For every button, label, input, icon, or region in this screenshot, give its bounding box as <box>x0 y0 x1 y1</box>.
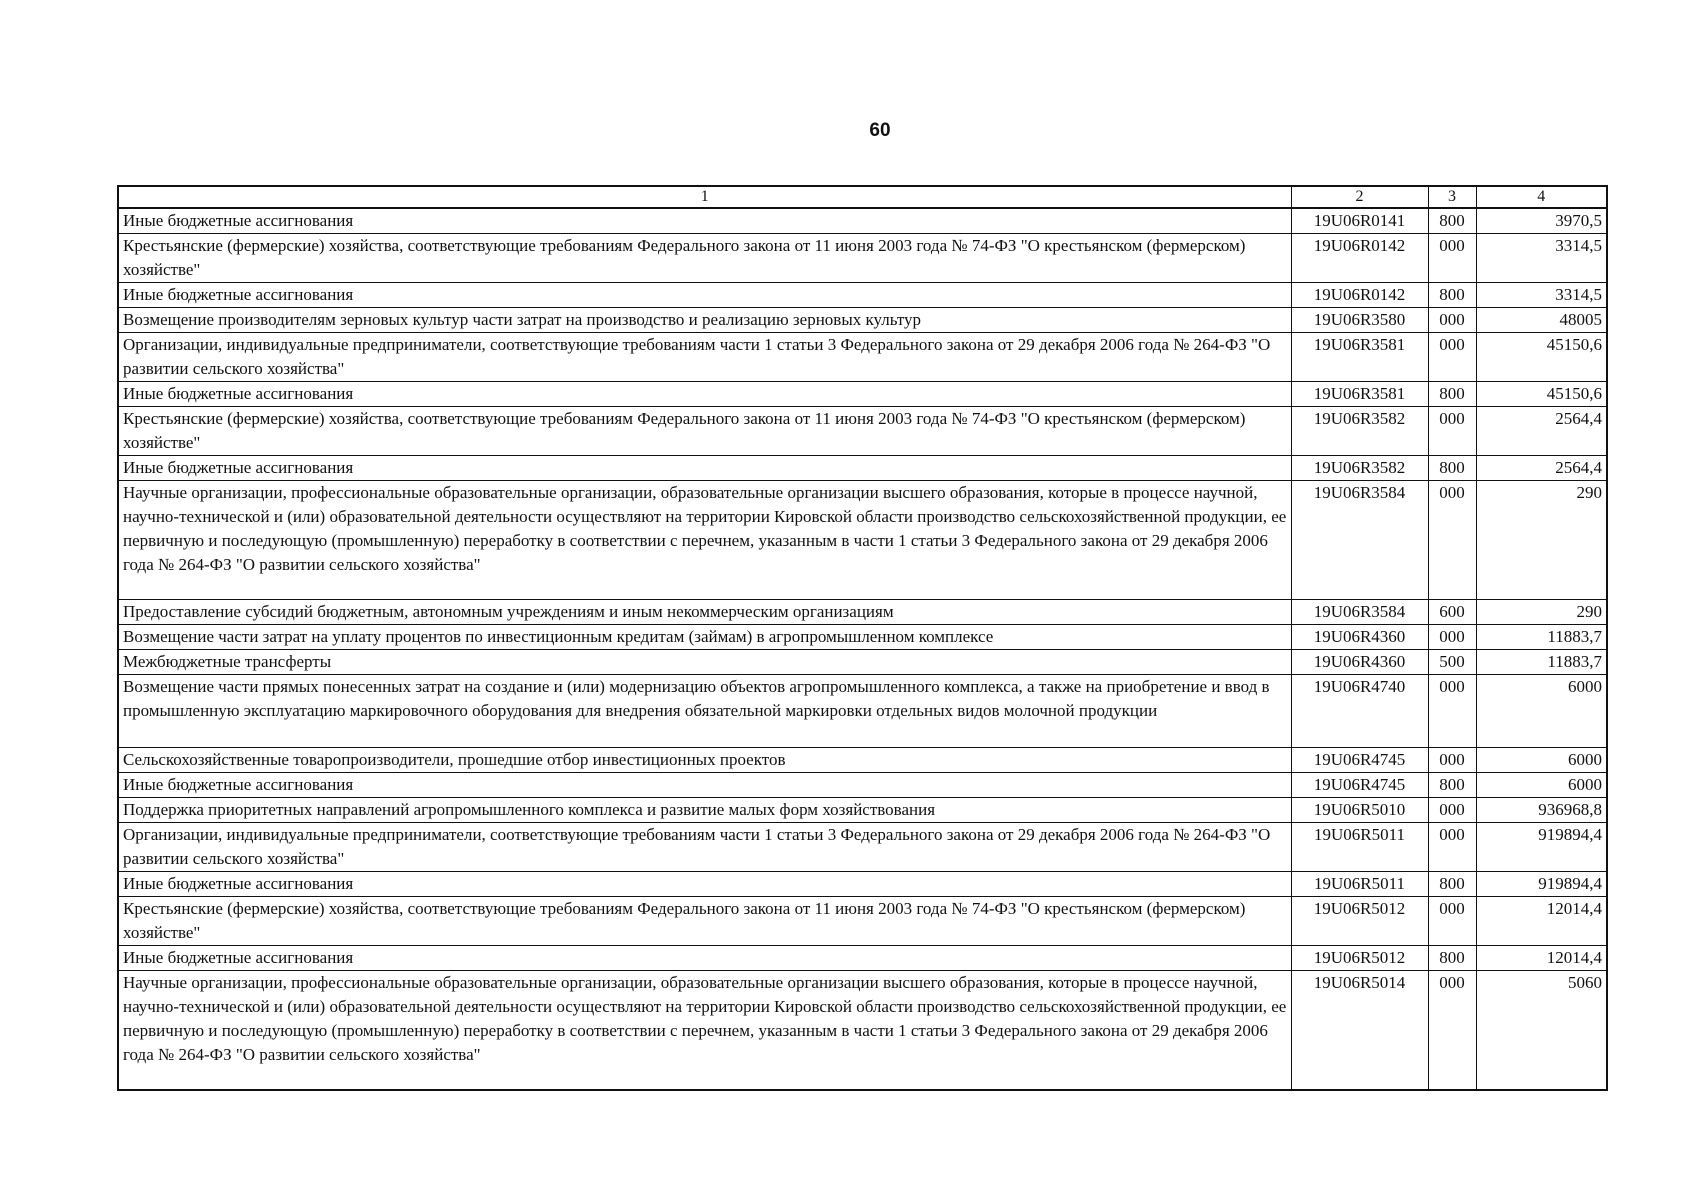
row-name-cell: Крестьянские (фермерские) хозяйства, соответствующие требованиям Федерального закона от 11 июня 2003 года № 74-ФЗ "О крестьянском (фермерском) хозяйстве" <box>118 234 1291 283</box>
row-name-cell: Организации, индивидуальные предприниматели, соответствующие требованиям части 1 статьи 3 Федерального закона от 29 декабря 2006 года № 264-ФЗ "О развитии сельского хозяйства" <box>118 823 1291 872</box>
table-row <box>118 650 1607 675</box>
row-amount-cell: 3314,5 <box>1476 234 1607 283</box>
row-code-cell: 19U06R5012 <box>1291 946 1428 971</box>
table-row <box>118 407 1607 456</box>
row-name-cell: Сельскохозяйственные товаропроизводители, прошедшие отбор инвестиционных проектов <box>118 748 1291 773</box>
row-amount-cell: 11883,7 <box>1476 650 1607 675</box>
row-type-cell: 000 <box>1428 748 1476 773</box>
row-name-cell: Возмещение части затрат на уплату процентов по инвестиционным кредитам (займам) в агропромышленном комплексе <box>118 625 1291 650</box>
row-amount-cell: 936968,8 <box>1476 798 1607 823</box>
row-code-cell: 19U06R4740 <box>1291 675 1428 748</box>
row-amount-cell: 6000 <box>1476 773 1607 798</box>
row-type-cell: 800 <box>1428 283 1476 308</box>
row-name-cell: Иные бюджетные ассигнования <box>118 946 1291 971</box>
row-amount-cell: 919894,4 <box>1476 872 1607 897</box>
row-amount-cell: 290 <box>1476 600 1607 625</box>
row-type-cell: 800 <box>1428 773 1476 798</box>
row-type-cell: 000 <box>1428 234 1476 283</box>
page-number: 60 <box>869 120 891 141</box>
table-row <box>118 481 1607 600</box>
row-code-cell: 19U06R5011 <box>1291 823 1428 872</box>
row-code-cell: 19U06R4745 <box>1291 748 1428 773</box>
column-header-amount: 4 <box>1476 186 1607 208</box>
row-name-cell: Крестьянские (фермерские) хозяйства, соответствующие требованиям Федерального закона от 11 июня 2003 года № 74-ФЗ "О крестьянском (фермерском) хозяйстве" <box>118 897 1291 946</box>
row-type-cell: 000 <box>1428 798 1476 823</box>
row-type-cell: 600 <box>1428 600 1476 625</box>
row-type-cell: 000 <box>1428 481 1476 600</box>
row-amount-cell: 3970,5 <box>1476 208 1607 234</box>
table-row <box>118 333 1607 382</box>
table-row <box>118 798 1607 823</box>
row-type-cell: 000 <box>1428 675 1476 748</box>
row-type-cell: 000 <box>1428 407 1476 456</box>
table-row <box>118 675 1607 748</box>
row-amount-cell: 11883,7 <box>1476 625 1607 650</box>
row-name-cell: Иные бюджетные ассигнования <box>118 872 1291 897</box>
row-amount-cell: 45150,6 <box>1476 382 1607 407</box>
row-code-cell: 19U06R0141 <box>1291 208 1428 234</box>
table-row <box>118 283 1607 308</box>
row-type-cell: 000 <box>1428 308 1476 333</box>
row-amount-cell: 3314,5 <box>1476 283 1607 308</box>
row-amount-cell: 5060 <box>1476 971 1607 1091</box>
row-name-cell: Иные бюджетные ассигнования <box>118 283 1291 308</box>
row-type-cell: 800 <box>1428 946 1476 971</box>
row-name-cell: Научные организации, профессиональные образовательные организации, образовательные организации высшего образования, которые в процессе научной, научно-технической и (или) образовательной деятельности осуществляют на территории Кировской области производство сельскохозяйственной продукции, ее первичную и последующую (промышленную) переработку в соответствии с перечнем, указанным в части 1 статьи 3 Федерального закона от 29 декабря 2006 года № 264-ФЗ "О развитии сельского хозяйства" <box>118 971 1291 1091</box>
row-code-cell: 19U06R3580 <box>1291 308 1428 333</box>
row-type-cell: 800 <box>1428 382 1476 407</box>
row-amount-cell: 290 <box>1476 481 1607 600</box>
row-amount-cell: 48005 <box>1476 308 1607 333</box>
table-row <box>118 382 1607 407</box>
row-name-cell: Научные организации, профессиональные образовательные организации, образовательные организации высшего образования, которые в процессе научной, научно-технической и (или) образовательной деятельности осуществляют на территории Кировской области производство сельскохозяйственной продукции, ее первичную и последующую (промышленную) переработку в соответствии с перечнем, указанным в части 1 статьи 3 Федерального закона от 29 декабря 2006 года № 264-ФЗ "О развитии сельского хозяйства" <box>118 481 1291 600</box>
row-name-cell: Возмещение производителям зерновых культур части затрат на производство и реализацию зерновых культур <box>118 308 1291 333</box>
table-row <box>118 773 1607 798</box>
table-row <box>118 823 1607 872</box>
row-type-cell: 800 <box>1428 208 1476 234</box>
row-code-cell: 19U06R5010 <box>1291 798 1428 823</box>
row-amount-cell: 2564,4 <box>1476 456 1607 481</box>
row-type-cell: 800 <box>1428 872 1476 897</box>
row-type-cell: 500 <box>1428 650 1476 675</box>
row-name-cell: Организации, индивидуальные предприниматели, соответствующие требованиям части 1 статьи 3 Федерального закона от 29 декабря 2006 года № 264-ФЗ "О развитии сельского хозяйства" <box>118 333 1291 382</box>
table-row <box>118 971 1607 1091</box>
table-row <box>118 208 1607 234</box>
column-header-code: 2 <box>1291 186 1428 208</box>
table-body <box>118 208 1607 1090</box>
row-amount-cell: 12014,4 <box>1476 946 1607 971</box>
row-name-cell: Иные бюджетные ассигнования <box>118 773 1291 798</box>
row-type-cell: 000 <box>1428 823 1476 872</box>
row-type-cell: 000 <box>1428 333 1476 382</box>
row-name-cell: Возмещение части прямых понесенных затрат на создание и (или) модернизацию объектов агропромышленного комплекса, а также на приобретение и ввод в промышленную эксплуатацию маркировочного оборудования для внедрения обязательной маркировки отдельных видов молочной продукции <box>118 675 1291 748</box>
row-amount-cell: 45150,6 <box>1476 333 1607 382</box>
row-amount-cell: 2564,4 <box>1476 407 1607 456</box>
table-row <box>118 600 1607 625</box>
row-code-cell: 19U06R4745 <box>1291 773 1428 798</box>
row-type-cell: 000 <box>1428 971 1476 1091</box>
column-header-type: 3 <box>1428 186 1476 208</box>
row-code-cell: 19U06R3581 <box>1291 333 1428 382</box>
row-code-cell: 19U06R3584 <box>1291 481 1428 600</box>
row-code-cell: 19U06R5014 <box>1291 971 1428 1091</box>
row-type-cell: 000 <box>1428 625 1476 650</box>
row-amount-cell: 12014,4 <box>1476 897 1607 946</box>
row-amount-cell: 919894,4 <box>1476 823 1607 872</box>
row-name-cell: Поддержка приоритетных направлений агропромышленного комплекса и развитие малых форм хозяйствования <box>118 798 1291 823</box>
row-type-cell: 000 <box>1428 897 1476 946</box>
row-name-cell: Межбюджетные трансферты <box>118 650 1291 675</box>
table-row <box>118 897 1607 946</box>
column-header-name: 1 <box>118 186 1291 208</box>
table-row <box>118 748 1607 773</box>
budget-table <box>117 185 1608 1091</box>
table-row <box>118 946 1607 971</box>
row-type-cell: 800 <box>1428 456 1476 481</box>
table-row <box>118 456 1607 481</box>
row-code-cell: 19U06R3581 <box>1291 382 1428 407</box>
table-row <box>118 625 1607 650</box>
table-row <box>118 234 1607 283</box>
row-amount-cell: 6000 <box>1476 675 1607 748</box>
table-row <box>118 308 1607 333</box>
row-amount-cell: 6000 <box>1476 748 1607 773</box>
row-code-cell: 19U06R5012 <box>1291 897 1428 946</box>
row-name-cell: Иные бюджетные ассигнования <box>118 382 1291 407</box>
row-name-cell: Предоставление субсидий бюджетным, автономным учреждениям и иным некоммерческим организациям <box>118 600 1291 625</box>
row-name-cell: Крестьянские (фермерские) хозяйства, соответствующие требованиям Федерального закона от 11 июня 2003 года № 74-ФЗ "О крестьянском (фермерском) хозяйстве" <box>118 407 1291 456</box>
row-code-cell: 19U06R3584 <box>1291 600 1428 625</box>
row-code-cell: 19U06R4360 <box>1291 625 1428 650</box>
row-name-cell: Иные бюджетные ассигнования <box>118 208 1291 234</box>
row-code-cell: 19U06R4360 <box>1291 650 1428 675</box>
row-code-cell: 19U06R5011 <box>1291 872 1428 897</box>
table-row <box>118 872 1607 897</box>
row-code-cell: 19U06R0142 <box>1291 283 1428 308</box>
row-code-cell: 19U06R3582 <box>1291 456 1428 481</box>
row-code-cell: 19U06R0142 <box>1291 234 1428 283</box>
row-name-cell: Иные бюджетные ассигнования <box>118 456 1291 481</box>
row-code-cell: 19U06R3582 <box>1291 407 1428 456</box>
table-header-row <box>118 186 1607 208</box>
